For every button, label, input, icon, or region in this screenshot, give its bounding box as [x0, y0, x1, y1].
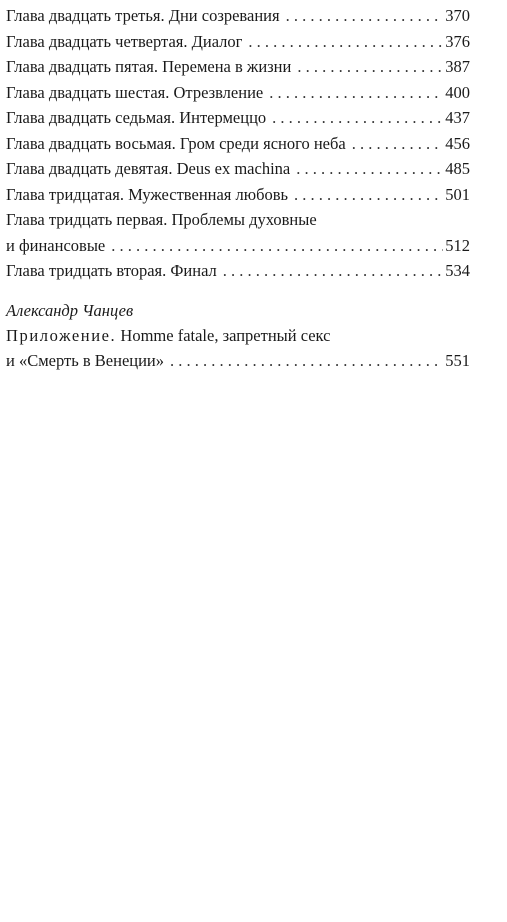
dot-leader	[223, 258, 443, 284]
toc-entry-23[interactable]	[6, 3, 470, 29]
toc-page-number: 370	[445, 6, 470, 25]
dot-leader	[170, 348, 443, 374]
appendix-author: Александр Чанцев	[6, 300, 134, 320]
toc-entry-title: Глава двадцать седьмая. Интермеццо	[6, 108, 267, 127]
appendix-block	[6, 298, 470, 374]
toc-entry-28[interactable]	[6, 131, 470, 157]
toc-entry-title: Глава тридцатая. Мужественная любовь	[6, 184, 289, 204]
toc-entry-title: Глава двадцать пятая. Перемена в жизни	[6, 57, 292, 76]
table-of-contents	[6, 3, 470, 374]
dot-leader	[352, 131, 444, 157]
toc-entry-title: Глава тридцать вторая. Финал	[6, 261, 217, 280]
dot-leader	[296, 156, 443, 182]
toc-page-number: 376	[445, 31, 470, 51]
toc-entry-title: Глава двадцать девятая. Deus ex machina	[6, 159, 291, 178]
toc-entry-title-line1: Глава тридцать первая. Проблемы духовные	[6, 210, 317, 229]
toc-entry-title: Глава двадцать четвертая. Диалог	[6, 31, 243, 51]
toc-entry-25[interactable]	[6, 54, 470, 80]
toc-page-number: 400	[445, 82, 470, 102]
dot-leader	[272, 105, 443, 131]
appendix-title-rest: Homme fatale, запретный секс	[120, 325, 331, 345]
appendix-label: Приложение.	[6, 325, 117, 345]
toc-entry-27[interactable]	[6, 105, 470, 131]
toc-entry-appendix[interactable]	[6, 323, 470, 374]
toc-entry-title: Глава двадцать восьмая. Гром среди ясного неба	[6, 133, 346, 153]
toc-page-number: 437	[445, 108, 470, 127]
toc-entry-title: Глава двадцать третья. Дни созревания	[6, 6, 280, 25]
toc-page-number: 551	[445, 351, 470, 370]
toc-entry-title: Глава двадцать шестая. Отрезвление	[6, 82, 264, 102]
toc-entry-30[interactable]	[6, 182, 470, 208]
dot-leader	[297, 54, 443, 80]
toc-entry-title-line2: и финансовые	[6, 235, 106, 255]
dot-leader	[294, 182, 443, 208]
toc-entry-32[interactable]	[6, 258, 470, 284]
toc-entry-title-line2: и «Смерть в Венеции»	[6, 351, 165, 370]
toc-entry-24[interactable]	[6, 29, 470, 55]
toc-page-number: 512	[445, 235, 470, 255]
toc-entry-31[interactable]	[6, 207, 470, 258]
dot-leader	[248, 29, 443, 55]
toc-page-number: 501	[445, 184, 470, 204]
toc-page-number: 456	[445, 133, 470, 153]
toc-page-number: 387	[445, 57, 470, 76]
toc-entry-26[interactable]	[6, 80, 470, 106]
toc-entry-title-line1	[6, 323, 470, 349]
dot-leader	[269, 80, 443, 106]
dot-leader	[286, 3, 444, 29]
toc-entry-29[interactable]	[6, 156, 470, 182]
dot-leader	[111, 233, 443, 259]
toc-page-number: 534	[445, 261, 470, 280]
toc-page-number: 485	[445, 159, 470, 178]
